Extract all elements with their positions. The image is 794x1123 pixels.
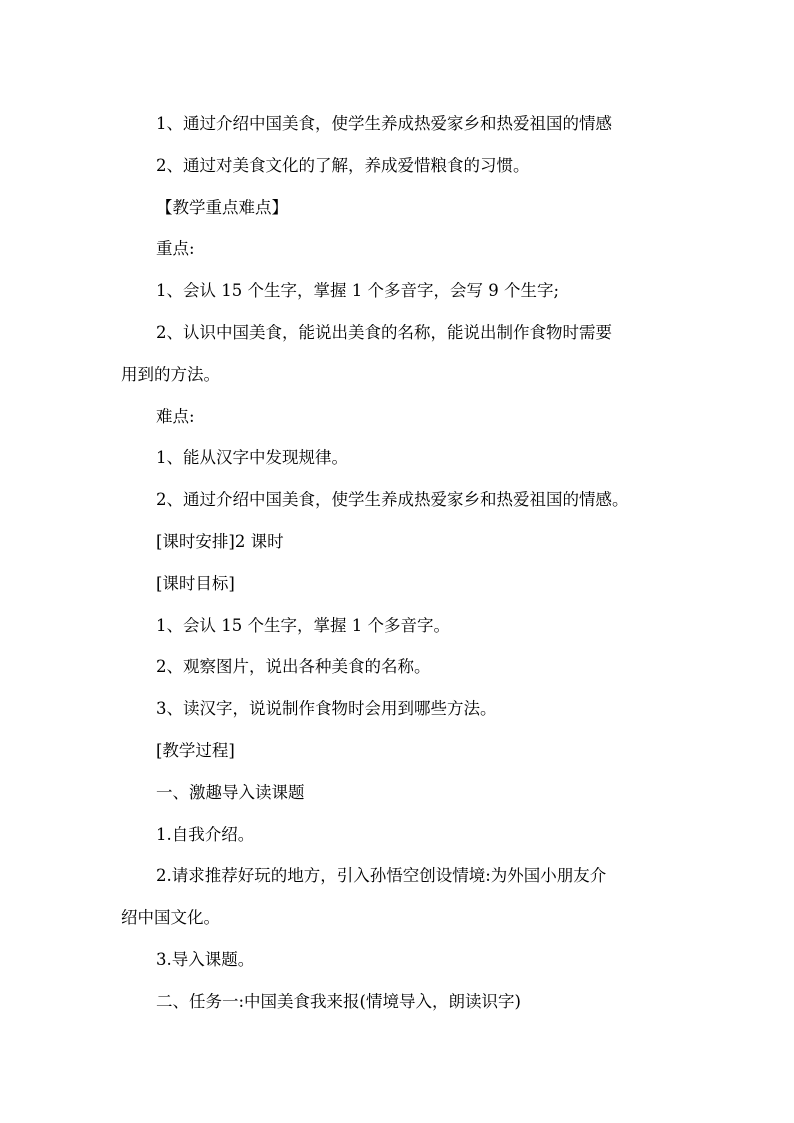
- subheading-difficult: 难点:: [156, 406, 195, 426]
- goal-line-2: 2、通过对美食文化的了解，养成爱惜粮食的习惯。: [156, 155, 530, 175]
- difficult-point-1: 1、能从汉字中发现规律。: [156, 448, 348, 468]
- process-item-2-continued: 绍中国文化。: [121, 908, 220, 928]
- lesson-goal-3: 3、读汉字，说说制作食物时会用到哪些方法。: [156, 699, 497, 719]
- key-point-2: 2、认识中国美食，能说出美食的名称，能说出制作食物时需要: [156, 322, 612, 342]
- subheading-key: 重点:: [156, 239, 195, 259]
- difficult-point-2: 2、通过介绍中国美食，使学生养成热爱家乡和热爱祖国的情感。: [156, 490, 629, 510]
- process-item-2: 2.请求推荐好玩的地方，引入孙悟空创设情境:为外国小朋友介: [156, 866, 607, 886]
- process-item-1: 1.自我介绍。: [156, 824, 255, 844]
- key-point-1: 1、会认 15 个生字，掌握 1 个多音字，会写 9 个生字;: [156, 281, 560, 301]
- section-heading-key-points: 【教学重点难点】: [156, 197, 288, 217]
- lesson-goal-2: 2、观察图片，说出各种美食的名称。: [156, 657, 431, 677]
- lesson-goal-1: 1、会认 15 个生字，掌握 1 个多音字。: [156, 615, 450, 635]
- key-point-2-continued: 用到的方法。: [121, 364, 220, 384]
- process-step-1-heading: 一、激趣导入读课题: [156, 782, 305, 802]
- section-lesson-goals: [课时目标]: [156, 573, 235, 593]
- section-schedule: [课时安排]2 课时: [156, 531, 284, 551]
- process-item-3: 3.导入课题。: [156, 949, 255, 969]
- section-teaching-process: [教学过程]: [156, 740, 235, 760]
- goal-line-1: 1、通过介绍中国美食，使学生养成热爱家乡和热爱祖国的情感: [156, 114, 612, 133]
- process-step-2-heading: 二、任务一:中国美食我来报(情境导入，朗读识字): [156, 991, 521, 1011]
